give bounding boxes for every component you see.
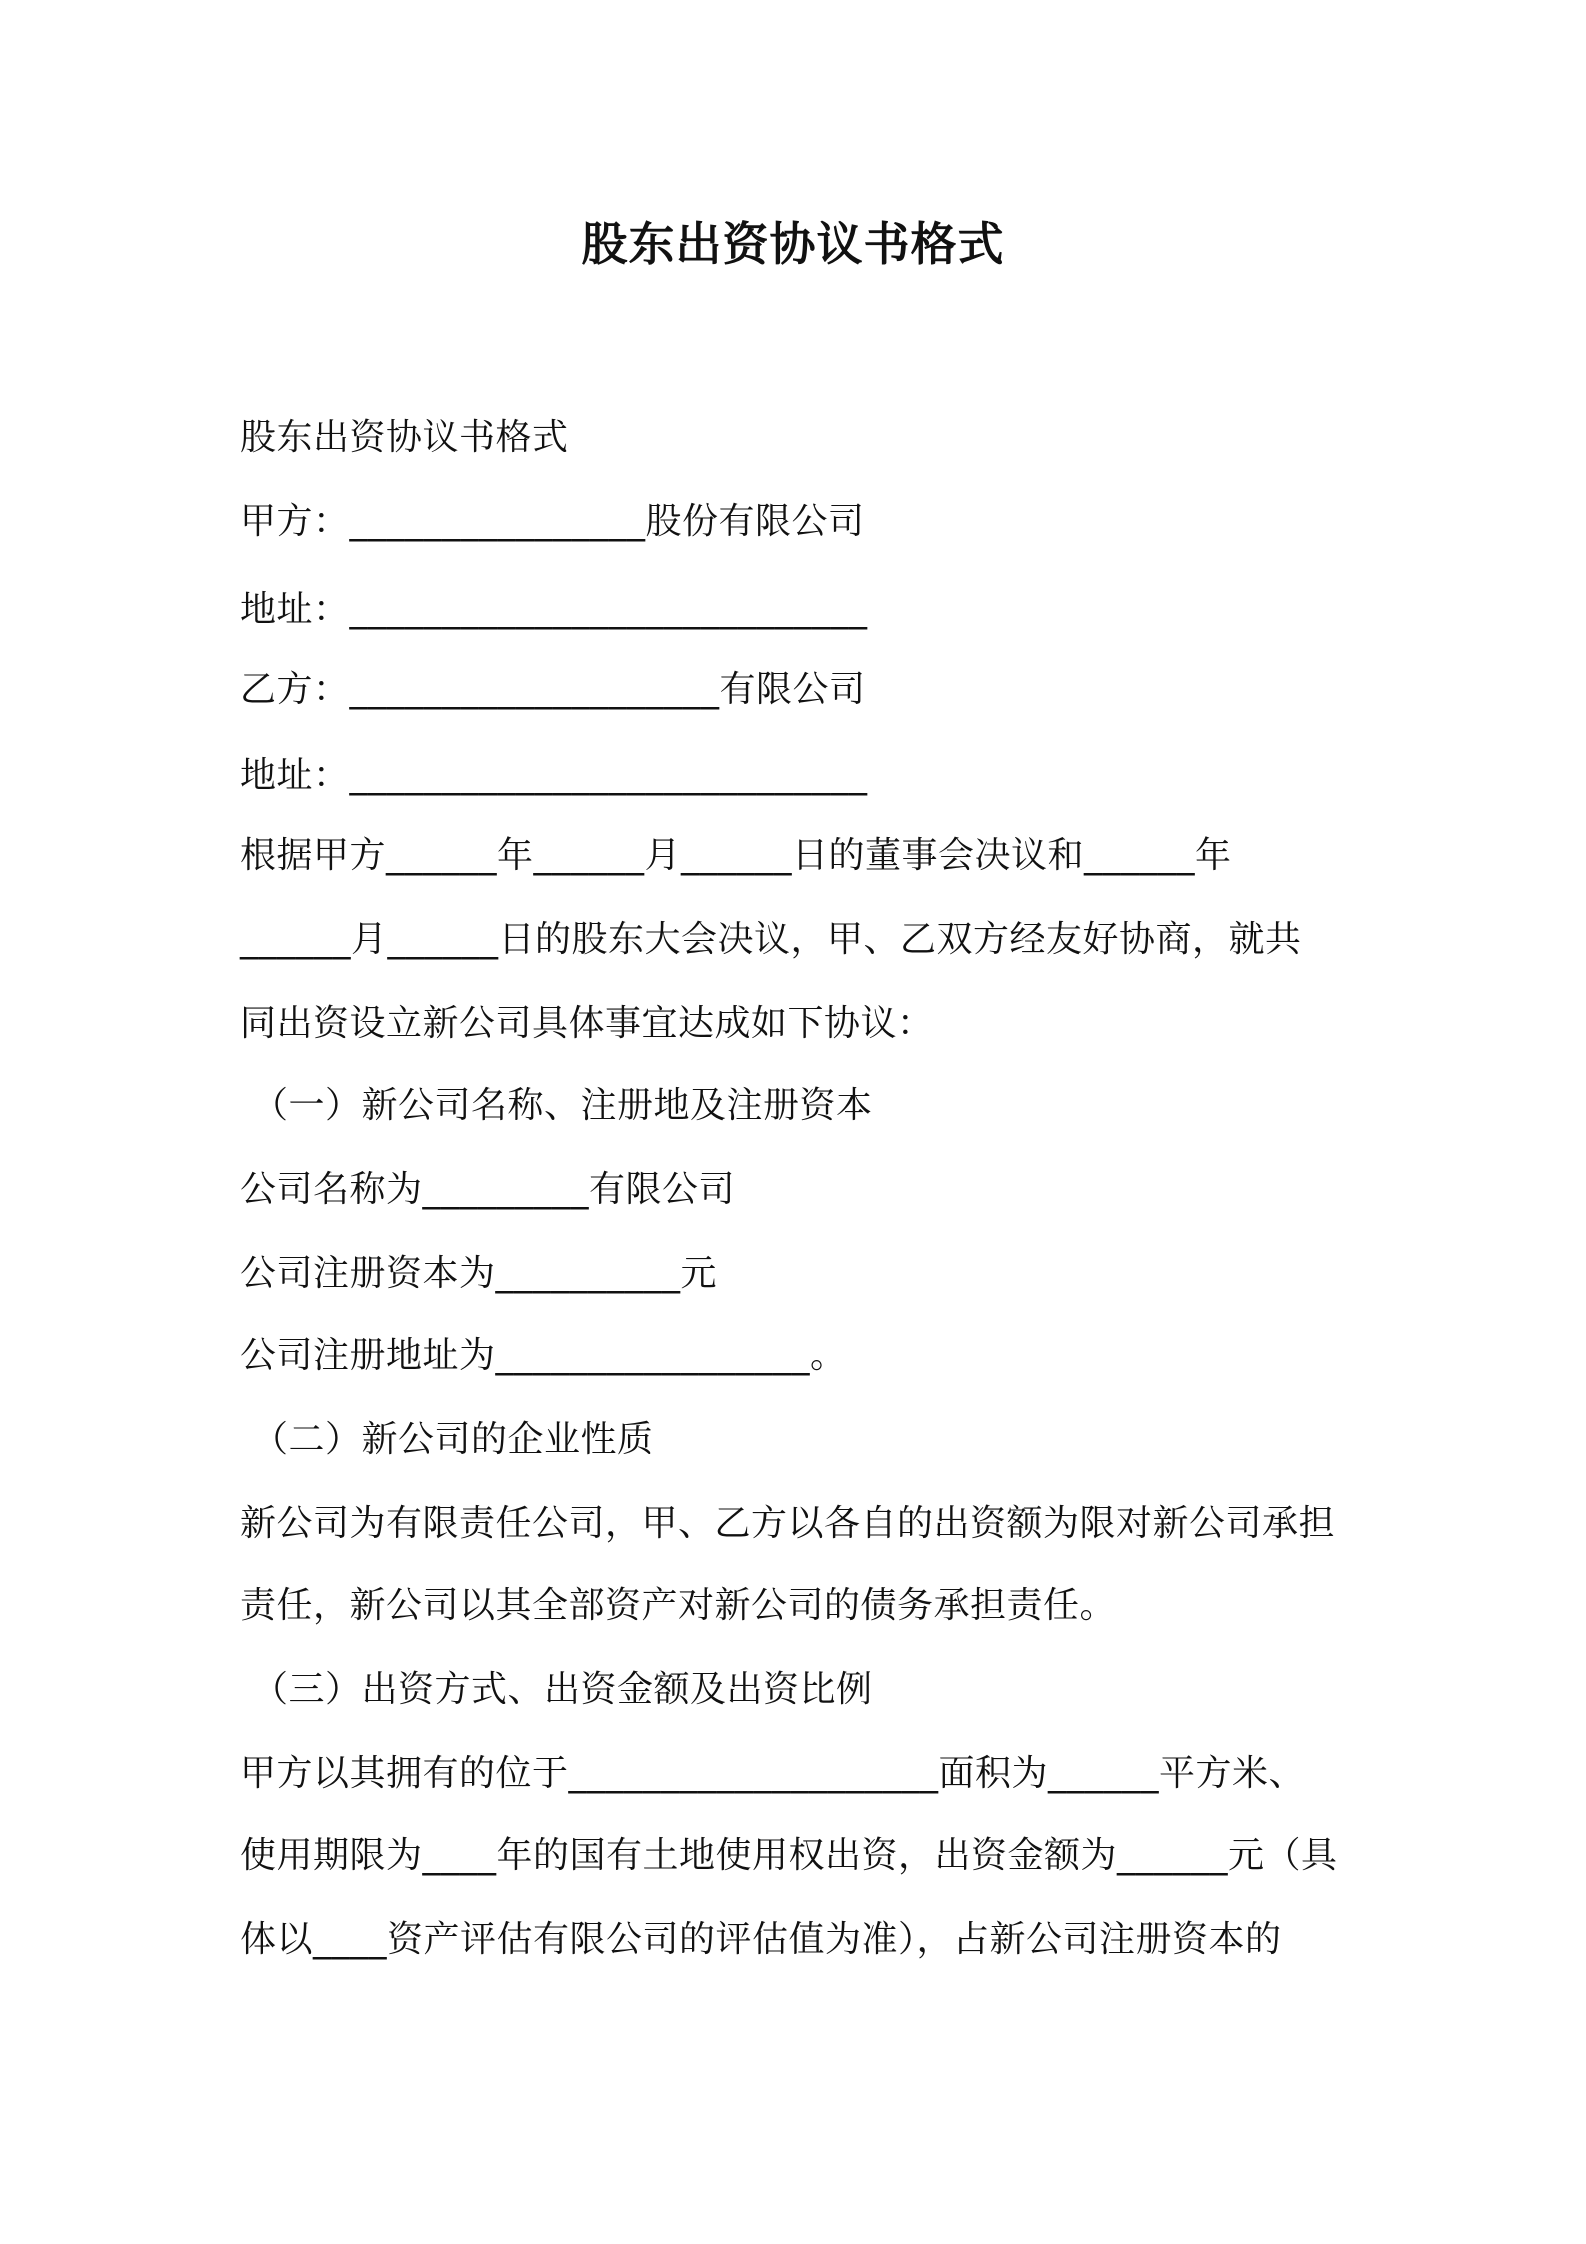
company-name-line: 公司名称为_________有限公司	[240, 1169, 736, 1210]
party-b-address-line: 地址：____________________________	[240, 755, 868, 796]
section-heading-3: （三）出资方式、出资金额及出资比例	[252, 1669, 873, 1710]
section-heading-2: （二）新公司的企业性质	[252, 1419, 654, 1460]
subtitle-line: 股东出资协议书格式	[240, 417, 569, 458]
body-paragraph-line: 新公司为有限责任公司，甲、乙方以各自的出资额为限对新公司承担	[240, 1503, 1336, 1544]
party-b-line: 乙方：____________________有限公司	[240, 669, 866, 710]
body-paragraph-line: ______月______日的股东大会决议，甲、乙双方经友好协商，就共	[240, 919, 1302, 960]
document-title: 股东出资协议书格式	[581, 217, 1005, 271]
registered-capital-line: 公司注册资本为__________元	[240, 1253, 718, 1294]
body-paragraph-line: 使用期限为____年的国有土地使用权出资，出资金额为______元（具	[240, 1835, 1338, 1876]
body-paragraph-line: 体以____资产评估有限公司的评估值为准），占新公司注册资本的	[240, 1919, 1282, 1960]
party-a-address-line: 地址：____________________________	[240, 589, 868, 630]
body-paragraph-line: 责任，新公司以其全部资产对新公司的债务承担责任。	[240, 1585, 1117, 1626]
section-heading-1: （一）新公司名称、注册地及注册资本	[252, 1085, 873, 1126]
body-paragraph-line: 根据甲方______年______月______日的董事会决议和______年	[240, 835, 1232, 876]
registered-address-line: 公司注册地址为_________________。	[240, 1335, 847, 1376]
party-a-line: 甲方：________________股份有限公司	[240, 501, 865, 542]
body-paragraph-line: 甲方以其拥有的位于____________________面积为______平方米、	[240, 1753, 1306, 1794]
body-paragraph-line: 同出资设立新公司具体事宜达成如下协议：	[240, 1003, 934, 1044]
